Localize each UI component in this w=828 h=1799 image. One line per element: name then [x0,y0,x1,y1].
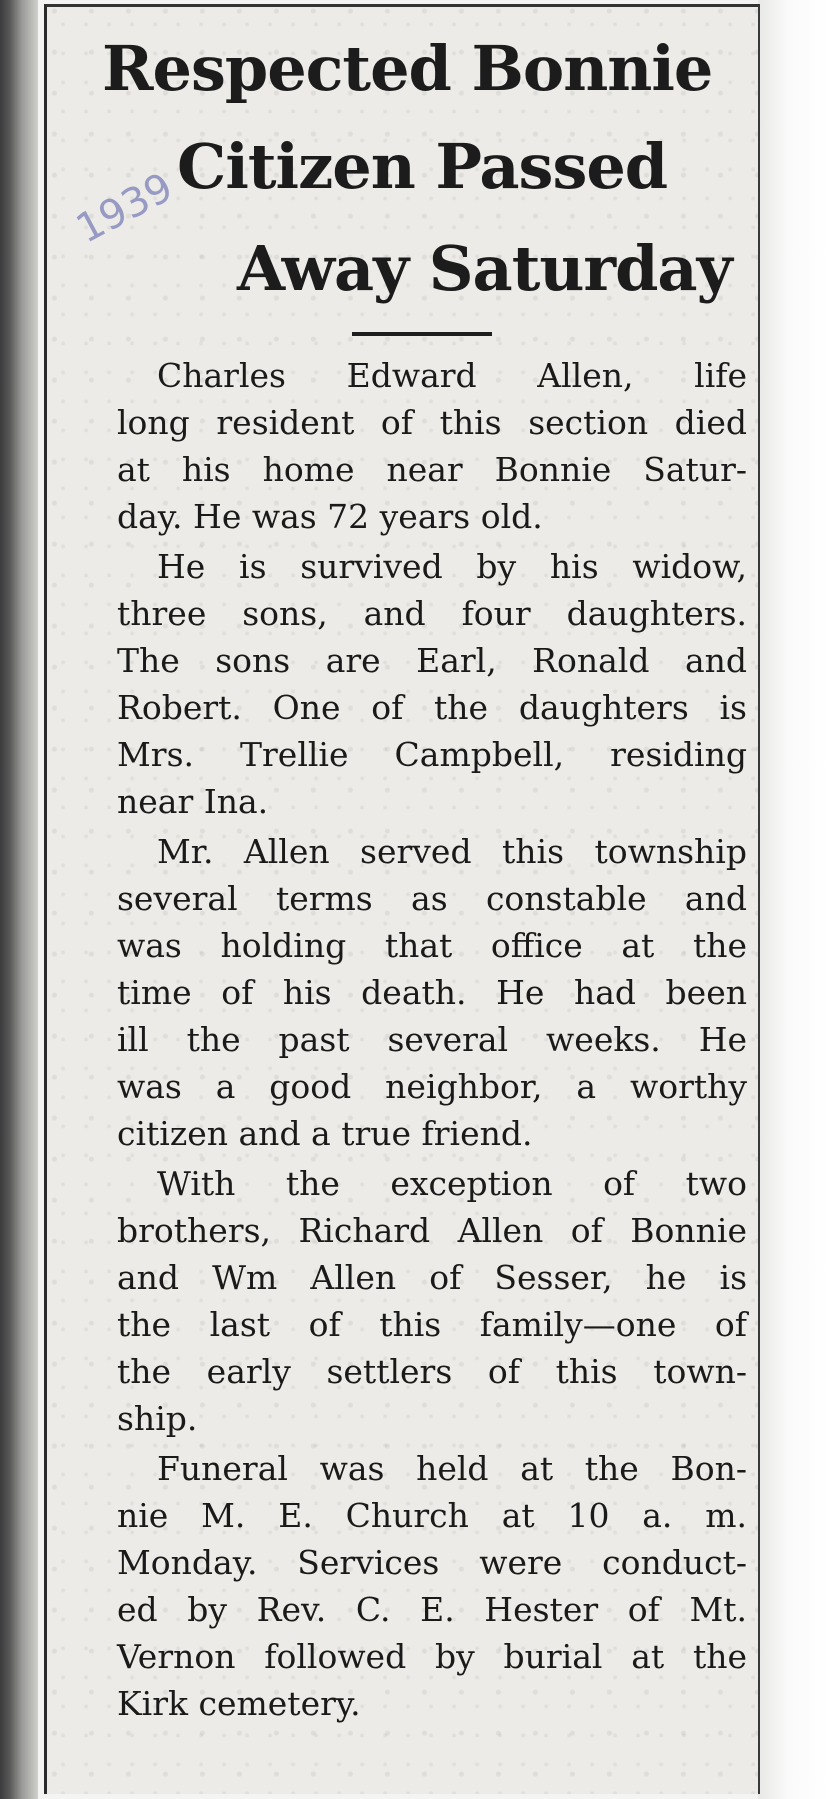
article-line: was holding that office at the [117,926,747,965]
article-line: near Ina. [117,782,269,821]
article-line: day. He was 72 years old. [117,497,543,536]
article-line: brothers, Richard Allen of Bonnie [117,1211,747,1250]
handwritten-margin-note: 1939 [69,164,181,253]
article-line: citizen and a true friend. [117,1114,533,1153]
article-line: Charles Edward Allen, life [157,356,747,395]
article-line: Mr. Allen served this township [157,832,747,871]
headline-divider-rule [352,332,492,336]
article-line: long resident of this section died [117,403,747,442]
article-body [77,352,747,1730]
article-line: at his home near Bonnie Satur- [117,450,747,489]
article-paragraph [77,828,747,1157]
article-line: He is survived by his widow, [157,547,747,586]
article-line: time of his death. He had been [117,973,747,1012]
article-line: Robert. One of the daughters is [117,688,747,727]
article-line: ship. [117,1399,198,1438]
article-line: The sons are Earl, Ronald and [117,641,747,680]
article-line: was a good neighbor, a worthy [117,1067,747,1106]
headline-line-2: Citizen Passed [177,130,668,203]
article-line: and Wm Allen of Sesser, he is [117,1258,747,1297]
article-line: Kirk cemetery. [117,1684,361,1723]
article-line: three sons, and four daughters. [117,594,747,633]
article-line: the early settlers of this town- [117,1352,747,1391]
article-paragraph [77,1160,747,1442]
article-line: With the exception of two [157,1164,747,1203]
article-line: ed by Rev. C. E. Hester of Mt. [117,1590,747,1629]
article-line: several terms as constable and [117,879,747,918]
article-line: Vernon followed by burial at the [117,1637,747,1676]
article-line: Mrs. Trellie Campbell, residing [117,735,747,774]
article-paragraph [77,352,747,540]
article-line: Funeral was held at the Bon- [157,1449,747,1488]
article-line: ill the past several weeks. He [117,1020,747,1059]
article-line: nie M. E. Church at 10 a. m. [117,1496,747,1535]
article-line: the last of this family—one of [117,1305,747,1344]
headline-line-3: Away Saturday [237,232,732,305]
article-line: Monday. Services were conduct- [117,1543,747,1582]
headline-line-1: Respected Bonnie [102,32,713,105]
article-paragraph [77,1445,747,1727]
article-paragraph [77,543,747,825]
newspaper-clipping [44,4,760,1794]
scan-left-edge [0,0,38,1799]
